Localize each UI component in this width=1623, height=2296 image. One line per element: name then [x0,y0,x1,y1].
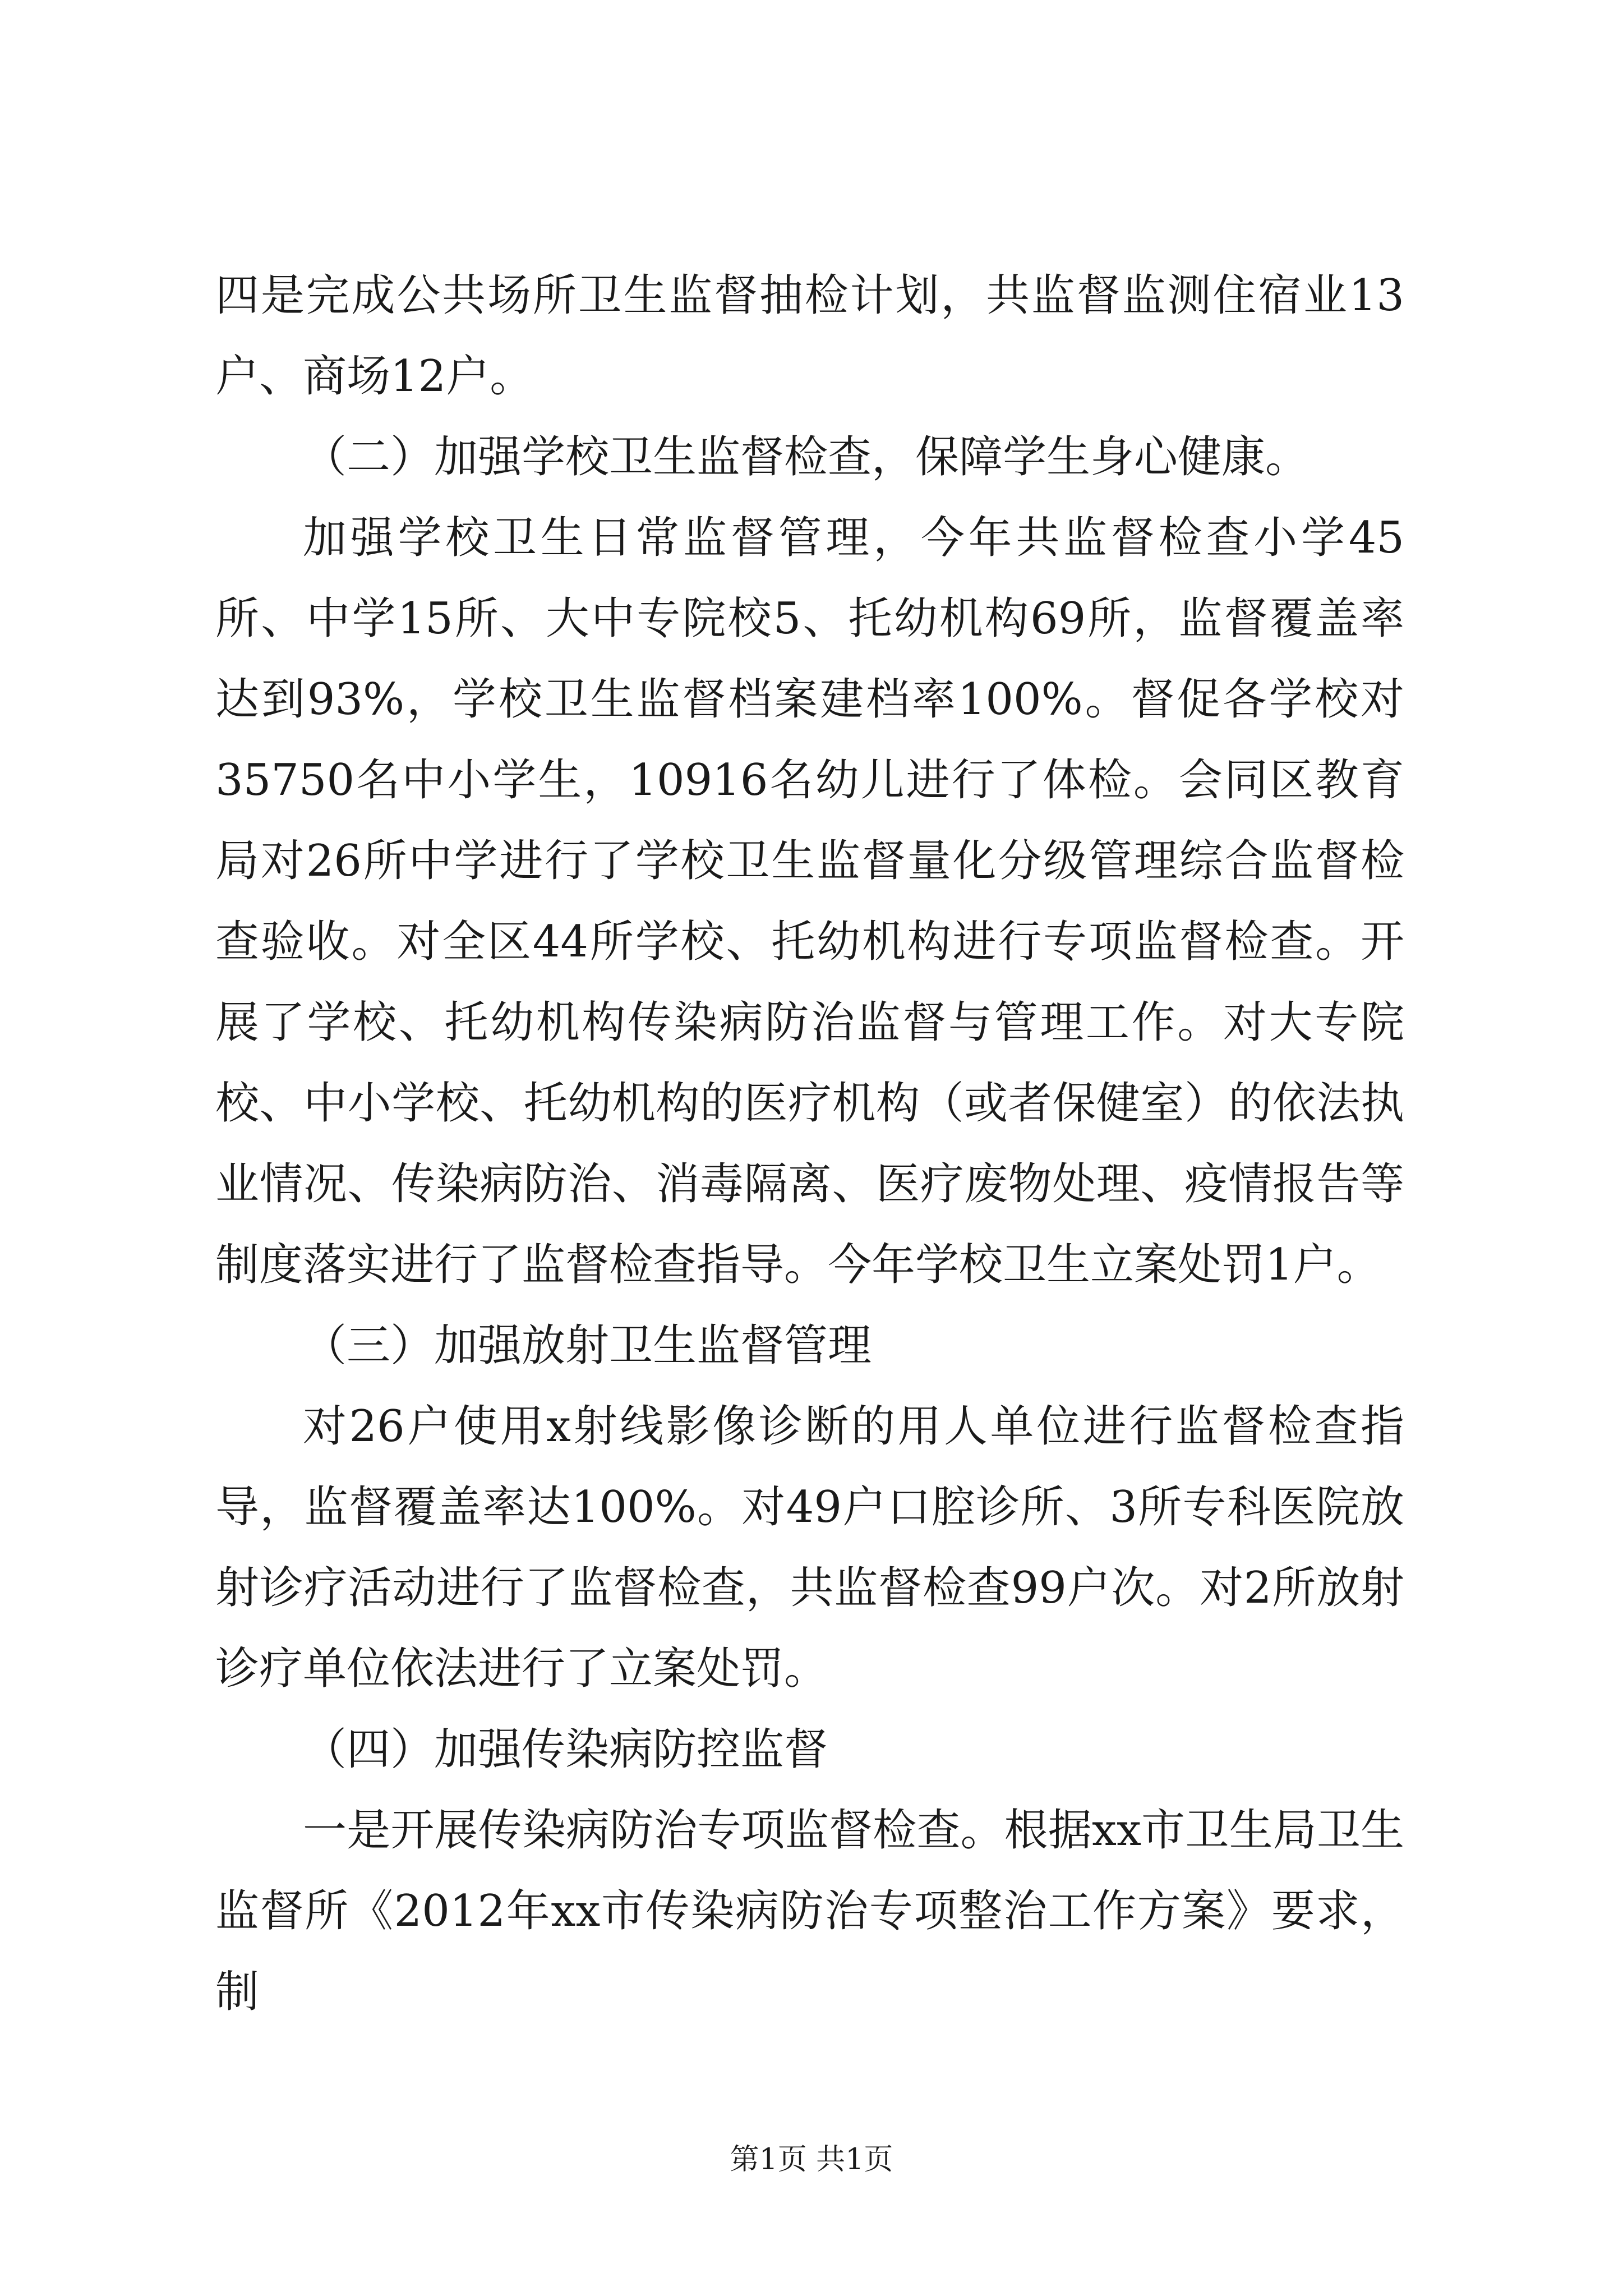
page-footer: 第1页 共1页 [730,2143,893,2177]
paragraph-school-hygiene: 加强学校卫生日常监督管理，今年共监督检查小学45所、中学15所、大中专院校5、托幼机构69所，监督覆盖率达到93%，学校卫生监督档案建档率100%。督促各学校对35750名中小学生，10916名幼儿进行了体检。会同区教育局对26所中学进行了学校卫生监督量化分级管理综合监督检查验收。对全区44所学校、托幼机构进行专项监督检查。开展了学校、托幼机构传染病防治监督与管理工作。对大专院校、中小学校、托幼机构的医疗机构（或者保健室）的依法执业情况、传染病防治、消毒隔离、医疗废物处理、疫情报告等制度落实进行了监督检查指导。今年学校卫生立案处罚1户。 [215,513,1404,1290]
paragraph-radiation-hygiene: 对26户使用x射线影像诊断的用人单位进行监督检查指导，监督覆盖率达100%。对49户口腔诊所、3所专科医院放射诊疗活动进行了监督检查，共监督检查99户次。对2所放射诊疗单位依法进行了立案处罚。 [215,1401,1404,1694]
document-body [215,255,1404,2032]
paragraph-public-places-inspection: 四是完成公共场所卫生监督抽检计划，共监督监测住宿业13户、商场12户。 [215,270,1404,402]
paragraph-infectious-disease: 一是开展传染病防治专项监督检查。根据xx市卫生局卫生监督所《2012年xx市传染病防治专项整治工作方案》要求，制 [215,1805,1404,2017]
section-heading-school-hygiene: （二）加强学校卫生监督检查，保障学生身心健康。 [303,432,1310,482]
section-heading-infectious-disease: （四）加强传染病防控监督 [303,1724,828,1775]
section-heading-radiation-hygiene: （三）加强放射卫生监督管理 [303,1320,872,1371]
